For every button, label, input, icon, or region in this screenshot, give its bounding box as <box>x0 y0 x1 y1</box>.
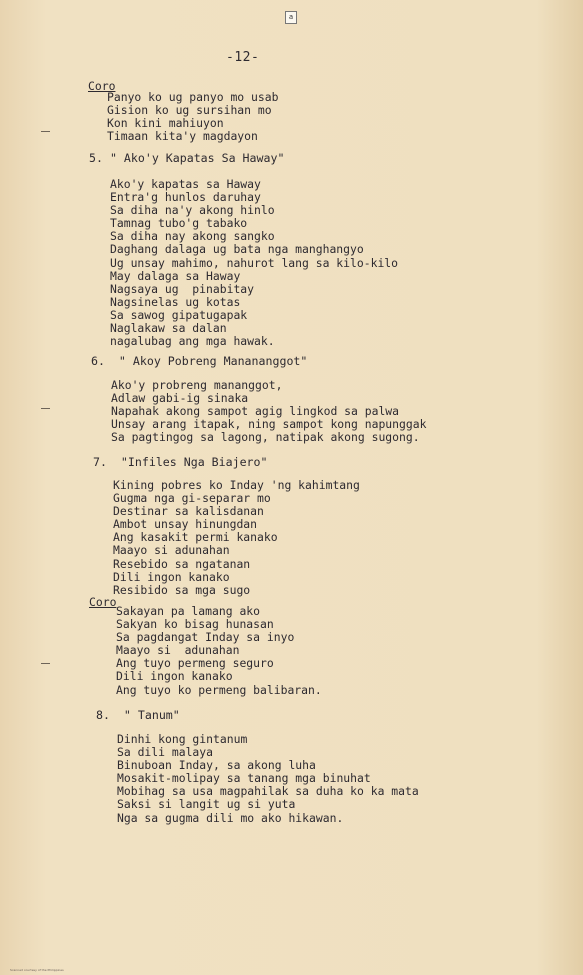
verse-line: Ang tuyo ko permeng balibaran. <box>116 682 322 697</box>
verse-line: Sa sawog gipatugapak <box>110 307 248 322</box>
binder-tab: a <box>285 11 297 24</box>
verse-line: Nagsaya ug pinabitay <box>110 281 255 296</box>
verse-line: Resibido sa mga sugo <box>113 582 251 597</box>
verse-line: Sakayan pa lamang ako <box>116 604 261 618</box>
footer-note: Scanned courtesy of the Philippines <box>10 968 64 972</box>
chorus-verse <box>107 91 278 143</box>
verse-line: Kon kini mahiuyon <box>107 116 224 131</box>
chorus-verse <box>116 605 322 697</box>
verse-line: Napahak akong sampot agig lingkod sa palwa <box>111 404 400 419</box>
verse-line: nagalubag ang mga hawak. <box>110 334 275 349</box>
song-heading: 5. " Ako'y Kapatas Sa Haway" <box>89 151 285 165</box>
verse-line: Naglakaw sa dalan <box>110 321 227 336</box>
chorus-label: Coro <box>89 595 117 609</box>
verse-line: Ambot unsay hinungdan <box>113 517 258 532</box>
song-verse <box>110 178 398 348</box>
verse-line: Ug unsay mahimo, nahurot lang sa kilo-kilo <box>110 255 399 270</box>
verse-line: Ang kasakit permi kanako <box>113 530 278 545</box>
song-heading: 8. " Tanum" <box>96 708 180 722</box>
verse-line: Daghang dalaga ug bata nga manghangyo <box>110 242 364 257</box>
punch-mark <box>41 663 50 664</box>
verse-line: Adlaw gabi-ig sinaka <box>111 391 249 406</box>
verse-line: Ako'y kapatas sa Haway <box>110 177 261 191</box>
verse-line: Saksi si langit ug si yuta <box>117 797 296 812</box>
verse-line: Ang tuyo permeng seguro <box>116 656 274 671</box>
verse-line: Ako'y probreng mananggot, <box>111 378 283 392</box>
verse-line: Kining pobres ko Inday 'ng kahimtang <box>113 478 360 492</box>
song-verse <box>111 379 426 444</box>
verse-line: Sa dili malaya <box>117 745 214 760</box>
verse-line: Maayo si adunahan <box>116 643 240 658</box>
song-heading: 6. " Akoy Pobreng Manananggot" <box>91 354 308 368</box>
punch-mark <box>41 131 50 132</box>
verse-line: Maayo si adunahan <box>113 543 230 558</box>
verse-line: Gugma nga gi-separar mo <box>113 491 271 506</box>
chorus-label: Coro <box>88 79 116 93</box>
song-verse <box>117 733 419 825</box>
verse-line: Gision ko ug sursihan mo <box>107 103 272 118</box>
verse-line: Dinhi kong gintanum <box>117 732 248 746</box>
verse-line: Dili ingon kanako <box>113 569 230 584</box>
verse-line: Resebido sa ngatanan <box>113 556 251 571</box>
verse-line: Entra'g hunlos daruhay <box>110 190 261 205</box>
verse-line: Dili ingon kanako <box>116 669 233 684</box>
verse-line: Unsay arang itapak, ning sampot kong napunggak <box>111 417 427 432</box>
song-verse <box>113 479 360 597</box>
verse-line: Nagsinelas ug kotas <box>110 294 241 309</box>
verse-line: Panyo ko ug panyo mo usab <box>107 90 279 104</box>
song-heading: 7. "Infiles Nga Biajero" <box>93 455 268 469</box>
verse-line: Mobihag sa usa magpahilak sa duha ko ka mata <box>117 784 419 799</box>
verse-line: May dalaga sa Haway <box>110 268 241 283</box>
verse-line: Sa diha na'y akong hinlo <box>110 203 275 218</box>
verse-line: Destinar sa kalisdanan <box>113 504 264 519</box>
page-number: -12- <box>226 50 260 65</box>
verse-line: Nga sa gugma dili mo ako hikawan. <box>117 810 344 825</box>
verse-line: Mosakit-molipay sa tanang mga binuhat <box>117 771 371 786</box>
verse-line: Sa diha nay akong sangko <box>110 229 275 244</box>
verse-line: Tamnag tubo'g tabako <box>110 216 248 231</box>
verse-line: Sakyan ko bisag hunasan <box>116 617 274 632</box>
verse-line: Binuboan Inday, sa akong luha <box>117 758 316 773</box>
punch-mark <box>41 408 50 409</box>
verse-line: Sa pagdangat Inday sa inyo <box>116 630 295 645</box>
verse-line: Sa pagtingog sa lagong, natipak akong sugong. <box>111 430 420 445</box>
verse-line: Timaan kita'y magdayon <box>107 129 258 144</box>
